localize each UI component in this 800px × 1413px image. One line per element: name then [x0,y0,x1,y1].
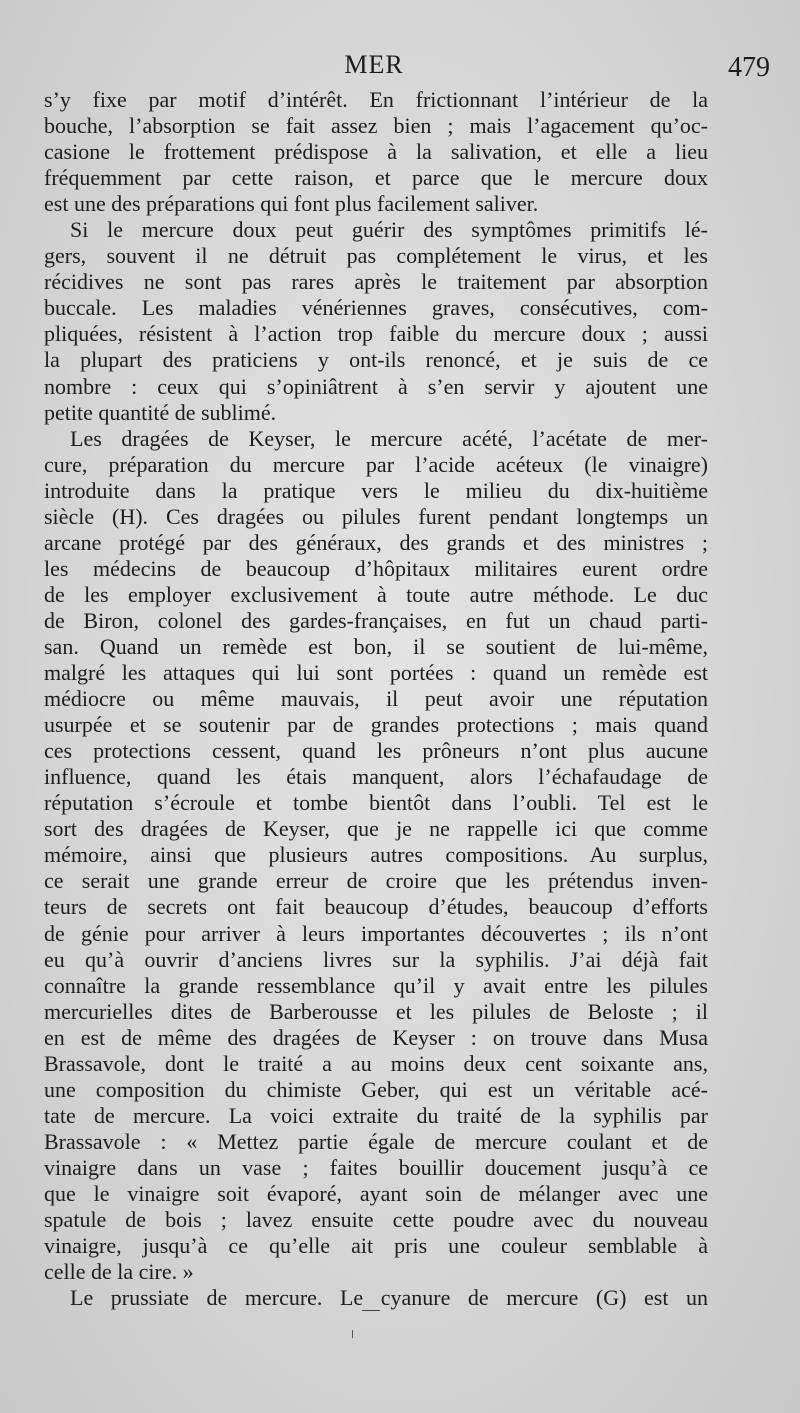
text-line: ces protections cessent, quand les prôneurs n’ont plus aucune [44,738,708,764]
text-line: petite quantité de sublimé. [44,399,277,425]
text-line: médiocre ou même mauvais, il peut avoir une réputation [44,686,708,712]
text-line: réputation s’écroule et tombe bientôt dans l’oubli. Tel est le [44,790,708,816]
text-line: teurs de secrets ont fait beaucoup d’études, beaucoup d’efforts [44,894,708,920]
text-line: cure, préparation du mercure par l’acide acéteux (le vinaigre) [44,451,708,477]
text-line: siècle (H). Ces dragées ou pilules furent pendant longtemps un [44,503,708,529]
text-line: eu qu’à ouvrir d’anciens livres sur la syphilis. J’ai déjà fait [44,946,708,972]
ink-mark [352,1330,353,1338]
text-line: gers, souvent il ne détruit pas complétement le virus, et les [44,243,708,269]
text-line: connaître la grande ressemblance qu’il y avait entre les pilules [44,972,708,998]
text-line: de Biron, colonel des gardes-françaises, en fut un chaud parti- [44,607,708,633]
text-line: influence, quand les étais manquent, alors l’échafaudage de [44,764,708,790]
text-line: pliquées, résistent à l’action trop faible du mercure doux ; aussi [44,321,708,347]
text-line: vinaigre, jusqu’à ce qu’elle ait pris une couleur semblable à [44,1233,708,1259]
text-line: mémoire, ainsi que plusieurs autres compositions. Au surplus, [44,842,708,868]
text-line: nombre : ceux qui s’opiniâtrent à s’en servir y ajoutent une [44,373,708,399]
text-line: mercurielles dites de Barberousse et les pilules de Beloste ; il [44,998,708,1024]
paragraph-first-line: Si le mercure doux peut guérir des symptômes primitifs lé- [70,217,708,243]
ink-mark [362,1310,380,1311]
text-line: tate de mercure. La voici extraite du traité de la syphilis par [44,1102,708,1128]
text-line: usurpée et se soutenir par de grandes protections ; mais quand [44,712,708,738]
page-number: 479 [728,52,770,83]
text-line: de génie pour arriver à leurs importantes découvertes ; ils n’ont [44,920,708,946]
text-line: arcane protégé par des généraux, des grands et des ministres ; [44,529,708,555]
text-line: celle de la cire. » [44,1259,194,1285]
text-line: ce serait une grande erreur de croire que les prétendus inven- [44,868,708,894]
text-line: les médecins de beaucoup d’hôpitaux militaires eurent ordre [44,555,708,581]
text-line: est une des préparations qui font plus facilement saliver. [44,191,539,217]
text-line: san. Quand un remède est bon, il se soutient de lui-même, [44,633,708,659]
running-head: MER [344,50,404,79]
text-line: vinaigre dans un vase ; faites bouillir doucement jusqu’à ce [44,1154,708,1180]
page-bottom-margin [0,1300,800,1413]
text-line: de les employer exclusivement à toute autre méthode. Le duc [44,581,708,607]
text-line: s’y fixe par motif d’intérêt. En frictionnant l’intérieur de la [44,87,708,112]
text-line: Brassavole, dont le traité a au moins deux cent soixante ans, [44,1050,708,1076]
text-line: récidives ne sont pas rares après le traitement par absorption [44,269,708,295]
paragraph-first-line: Le prussiate de mercure. Le cyanure de mercure (G) est un [70,1285,708,1311]
text-line: bouche, l’absorption se fait assez bien ; mais l’agacement qu’oc- [44,113,708,139]
text-line: casione le frottement prédispose à la salivation, et elle a lieu [44,139,708,165]
text-line: la plupart des praticiens y ont-ils renoncé, et je suis de ce [44,347,708,373]
text-line: une composition du chimiste Geber, qui est un véritable acé- [44,1076,708,1102]
body-text [44,87,708,1311]
text-line: que le vinaigre soit évaporé, ayant soin de mélanger avec une [44,1180,708,1206]
text-line: malgré les attaques qui lui sont portées : quand un remède est [44,660,708,686]
text-line: sort des dragées de Keyser, que je ne rappelle ici que comme [44,816,708,842]
text-line: en est de même des dragées de Keyser : on trouve dans Musa [44,1024,708,1050]
text-line: spatule de bois ; lavez ensuite cette poudre avec du nouveau [44,1207,708,1233]
text-line: Brassavole : « Mettez partie égale de mercure coulant et de [44,1128,708,1154]
text-line: introduite dans la pratique vers le milieu du dix-huitième [44,477,708,503]
page-header [40,50,770,90]
text-line: fréquemment par cette raison, et parce que le mercure doux [44,165,708,191]
text-line: buccale. Les maladies vénériennes graves, consécutives, com- [44,295,708,321]
paragraph-first-line: Les dragées de Keyser, le mercure acété, l’acétate de mer- [70,425,708,451]
